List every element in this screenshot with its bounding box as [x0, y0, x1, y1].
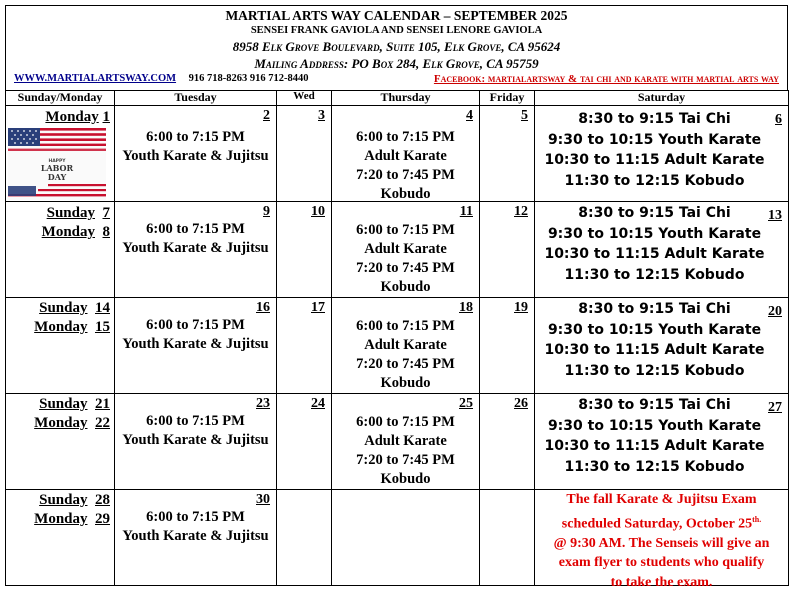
class-schedule: 11:30 to 12:15 Kobudo	[564, 172, 745, 189]
day-cell-thursday	[332, 298, 480, 394]
class-name: Adult Karate	[364, 337, 447, 353]
date-number: 29	[95, 511, 110, 527]
class-name: Kobudo	[380, 471, 431, 487]
class-schedule: 8:30 to 9:15 Tai Chi	[578, 205, 731, 221]
date-number: 30	[256, 492, 270, 507]
class-schedule: 11:30 to 12:15 Kobudo	[564, 266, 745, 283]
class-schedule: 9:30 to 10:15 Youth Karate	[547, 225, 762, 242]
day-cell-thursday	[332, 106, 480, 202]
class-time: 6:00 to 7:15 PM	[146, 317, 245, 333]
day-cell-tuesday	[115, 202, 277, 298]
facebook-link[interactable]: Facebook: martialartsway & tai chi and karate with martial arts way	[433, 73, 779, 85]
class-schedule: 9:30 to 10:15 Youth Karate	[547, 417, 762, 434]
class-name: Adult Karate	[364, 433, 447, 449]
day-label-sunday: Sunday	[46, 205, 95, 221]
day-cell-wed	[277, 202, 332, 298]
day-cell-sun-mon	[6, 202, 115, 298]
date-number: 15	[95, 319, 110, 335]
street-address: 8958 Elk Grove Boulevard, Suite 105, Elk Grove, CA 95624	[232, 39, 561, 54]
class-time: 7:20 to 7:45 PM	[356, 260, 455, 276]
col-header-wed: Wed	[277, 91, 332, 106]
day-cell-sun-mon	[6, 106, 115, 202]
day-label-sunday: Sunday	[39, 396, 88, 412]
class-name: Adult Karate	[364, 241, 447, 257]
class-time: 7:20 to 7:45 PM	[356, 356, 455, 372]
class-time: 7:20 to 7:45 PM	[356, 452, 455, 468]
col-header-friday: Friday	[480, 91, 535, 106]
date-number: 10	[311, 204, 325, 219]
col-header-thursday: Thursday	[332, 91, 480, 106]
day-cell-sun-mon	[6, 490, 115, 586]
labor-day-happy: HAPPY	[48, 159, 66, 164]
date-number: 7	[102, 205, 110, 221]
day-cell-tuesday	[115, 106, 277, 202]
class-schedule: 10:30 to 11:15 Adult Karate	[544, 438, 765, 454]
class-name: Youth Karate & Jujitsu	[122, 432, 269, 448]
date-number: 3	[318, 108, 325, 123]
labor-day-labor: LABOR	[40, 163, 74, 173]
day-cell-friday	[480, 394, 535, 490]
exam-notice-line: to take the exam.	[610, 574, 713, 590]
class-schedule: 8:30 to 9:15 Tai Chi	[578, 111, 731, 127]
date-number: 24	[311, 396, 325, 411]
website-link[interactable]: WWW.MARTIALARTSWAY.COM	[14, 73, 177, 84]
class-time: 6:00 to 7:15 PM	[146, 509, 245, 525]
date-number: 16	[256, 300, 270, 315]
exam-notice-ordinal: th.	[752, 514, 762, 524]
day-label-sunday: Sunday	[39, 300, 88, 316]
date-number: 22	[95, 415, 110, 431]
day-label-monday: Monday	[45, 109, 99, 125]
class-time: 6:00 to 7:15 PM	[146, 129, 245, 145]
week-row-2	[6, 202, 789, 298]
class-name: Youth Karate & Jujitsu	[122, 148, 269, 164]
calendar-grid	[5, 90, 789, 590]
day-cell-wed	[277, 490, 332, 586]
day-cell-tuesday	[115, 298, 277, 394]
date-number: 13	[768, 208, 782, 223]
col-header-tuesday: Tuesday	[115, 91, 277, 106]
contact-line	[14, 73, 781, 84]
class-name: Youth Karate & Jujitsu	[122, 528, 269, 544]
day-cell-saturday	[535, 106, 789, 202]
class-name: Adult Karate	[364, 148, 447, 164]
week-row-1	[6, 106, 789, 202]
week-row-4	[6, 394, 789, 490]
mailing-address: Mailing Address: PO Box 284, Elk Grove, CA 95759	[254, 56, 539, 71]
class-schedule: 10:30 to 11:15 Adult Karate	[544, 342, 765, 358]
class-time: 6:00 to 7:15 PM	[146, 221, 245, 237]
class-time: 6:00 to 7:15 PM	[356, 129, 455, 145]
sensei-names: SENSEI FRANK GAVIOLA AND SENSEI LENORE GAVIOLA	[250, 25, 543, 36]
class-time: 6:00 to 7:15 PM	[146, 413, 245, 429]
day-cell-saturday	[535, 202, 789, 298]
class-time: 6:00 to 7:15 PM	[356, 222, 455, 238]
phone-numbers: 916 718-8263 916 712-8440	[188, 73, 309, 84]
day-cell-tuesday	[115, 490, 277, 586]
class-schedule: 8:30 to 9:15 Tai Chi	[578, 301, 731, 317]
weekday-header-row	[6, 91, 789, 106]
day-cell-wed	[277, 394, 332, 490]
class-name: Kobudo	[380, 186, 431, 202]
exam-notice-line: scheduled Saturday, October 25	[561, 516, 753, 532]
day-cell-wed	[277, 106, 332, 202]
week-row-5	[6, 490, 789, 586]
class-schedule: 11:30 to 12:15 Kobudo	[564, 458, 745, 475]
day-cell-thursday	[332, 490, 480, 586]
date-number: 20	[768, 304, 782, 319]
class-schedule: 9:30 to 10:15 Youth Karate	[547, 131, 762, 148]
day-label-monday: Monday	[34, 511, 88, 527]
class-name: Youth Karate & Jujitsu	[122, 336, 269, 352]
day-label-monday: Monday	[34, 415, 88, 431]
day-cell-friday	[480, 202, 535, 298]
day-label-monday: Monday	[41, 224, 95, 240]
date-number: 19	[514, 300, 528, 315]
date-number: 1	[102, 109, 110, 125]
date-number: 17	[311, 300, 325, 315]
day-cell-wed	[277, 298, 332, 394]
class-schedule: 10:30 to 11:15 Adult Karate	[544, 152, 765, 168]
class-time: 6:00 to 7:15 PM	[356, 318, 455, 334]
day-cell-friday	[480, 106, 535, 202]
day-cell-saturday	[535, 298, 789, 394]
day-cell-sun-mon	[6, 394, 115, 490]
class-schedule: 10:30 to 11:15 Adult Karate	[544, 246, 765, 262]
date-number: 25	[459, 396, 473, 411]
date-number: 28	[95, 492, 110, 508]
labor-day-flag-image	[8, 128, 106, 200]
class-time: 7:20 to 7:45 PM	[356, 167, 455, 183]
date-number: 23	[256, 396, 270, 411]
class-name: Kobudo	[380, 375, 431, 391]
exam-notice-line: exam flyer to students who qualify	[558, 555, 765, 571]
date-number: 9	[263, 204, 270, 219]
date-number: 26	[514, 396, 528, 411]
col-header-sun-mon: Sunday/Monday	[6, 91, 115, 106]
date-number: 4	[466, 108, 473, 123]
day-cell-thursday	[332, 394, 480, 490]
date-number: 18	[459, 300, 473, 315]
date-number: 2	[263, 108, 270, 123]
calendar-header	[5, 5, 788, 91]
class-schedule: 8:30 to 9:15 Tai Chi	[578, 397, 731, 413]
exam-notice	[537, 490, 786, 592]
col-header-saturday: Saturday	[535, 91, 789, 106]
date-number: 12	[514, 204, 528, 219]
day-cell-saturday	[535, 490, 789, 590]
class-name: Youth Karate & Jujitsu	[122, 240, 269, 256]
week-row-3	[6, 298, 789, 394]
exam-notice-line: @ 9:30 AM. The Senseis will give an	[553, 535, 770, 551]
day-cell-sun-mon	[6, 298, 115, 394]
class-time: 6:00 to 7:15 PM	[356, 414, 455, 430]
date-number: 14	[95, 300, 110, 316]
day-cell-friday	[480, 298, 535, 394]
day-cell-saturday	[535, 394, 789, 490]
class-schedule: 9:30 to 10:15 Youth Karate	[547, 321, 762, 338]
calendar-page	[5, 5, 788, 590]
date-number: 27	[768, 400, 782, 415]
date-number: 8	[102, 224, 110, 240]
exam-notice-line: The fall Karate & Jujitsu Exam	[566, 492, 757, 507]
date-number: 21	[95, 396, 110, 412]
day-cell-thursday	[332, 202, 480, 298]
date-number: 6	[775, 112, 782, 127]
day-label-sunday: Sunday	[39, 492, 88, 508]
date-number: 11	[459, 204, 473, 219]
day-cell-tuesday	[115, 394, 277, 490]
day-label-monday: Monday	[34, 319, 88, 335]
day-cell-friday	[480, 490, 535, 586]
calendar-title: MARTIAL ARTS WAY CALENDAR – SEPTEMBER 2025	[225, 8, 568, 23]
labor-day-day: DAY	[47, 172, 67, 182]
date-number: 5	[521, 108, 528, 123]
class-name: Kobudo	[380, 279, 431, 295]
class-schedule: 11:30 to 12:15 Kobudo	[564, 362, 745, 379]
